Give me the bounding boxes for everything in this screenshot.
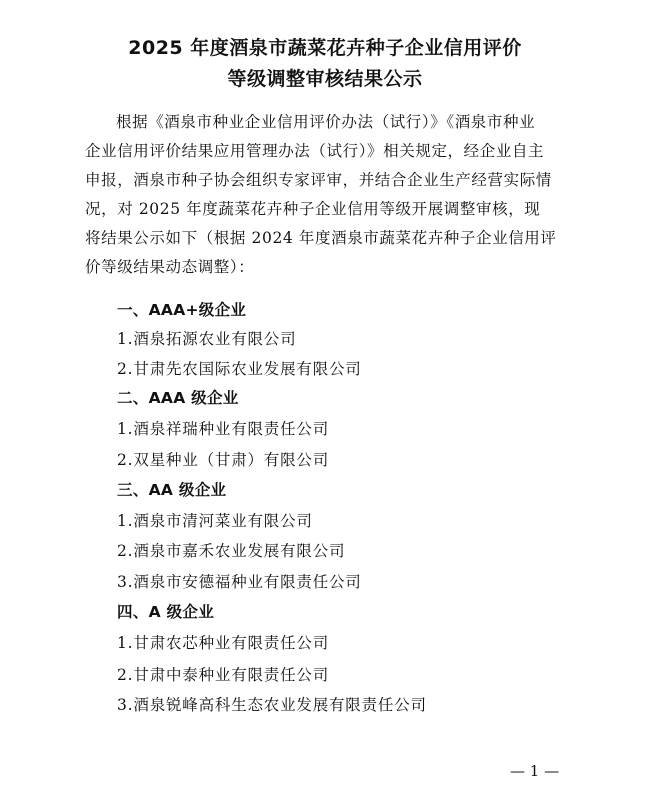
company-list-item: 1.酒泉拓源农业有限公司 — [117, 330, 297, 348]
intro-line: 况，对 2025 年度蔬菜花卉种子企业信用等级开展调整审核，现 — [85, 200, 541, 218]
section-heading-a: 四、A 级企业 — [117, 603, 214, 621]
document-title-line2: 等级调整审核结果公示 — [227, 68, 423, 90]
section-heading-aaa: 二、AAA 级企业 — [117, 389, 239, 407]
company-list-item: 1.酒泉祥瑞种业有限责任公司 — [117, 420, 329, 438]
section-heading-aa: 三、AA 级企业 — [117, 481, 227, 499]
intro-line: 价等级结果动态调整）： — [85, 258, 255, 276]
company-list-item: 1.酒泉市清河菜业有限公司 — [117, 512, 313, 530]
company-list-item: 2.酒泉市嘉禾农业发展有限公司 — [117, 542, 346, 560]
company-list-item: 3.酒泉市安德福种业有限责任公司 — [117, 573, 362, 591]
intro-line: 申报，酒泉市种子协会组织专家评审，并结合企业生产经营实际情 — [85, 171, 552, 189]
document-title-line1: 2025 年度酒泉市蔬菜花卉种子企业信用评价 — [128, 37, 522, 59]
intro-line: 将结果公示如下（根据 2024 年度酒泉市蔬菜花卉种子企业信用评 — [85, 229, 557, 247]
intro-line: 企业信用评价结果应用管理办法（试行）》相关规定，经企业自主 — [85, 142, 545, 160]
company-list-item: 2.甘肃中泰种业有限责任公司 — [117, 666, 329, 684]
intro-line: 根据《酒泉市种业企业信用评价办法（试行）》《酒泉市种业 — [116, 113, 536, 131]
page-number: — 1 — — [510, 762, 560, 780]
company-list-item: 2.甘肃先农国际农业发展有限公司 — [117, 360, 362, 378]
company-list-item: 3.酒泉锐峰高科生态农业发展有限责任公司 — [117, 696, 427, 714]
company-list-item: 2.双星种业（甘肃）有限公司 — [117, 451, 329, 469]
intro-paragraph — [85, 108, 585, 282]
company-list-item: 1.甘肃农芯种业有限责任公司 — [117, 634, 329, 652]
section-heading-aaa-plus: 一、AAA+级企业 — [117, 301, 247, 319]
